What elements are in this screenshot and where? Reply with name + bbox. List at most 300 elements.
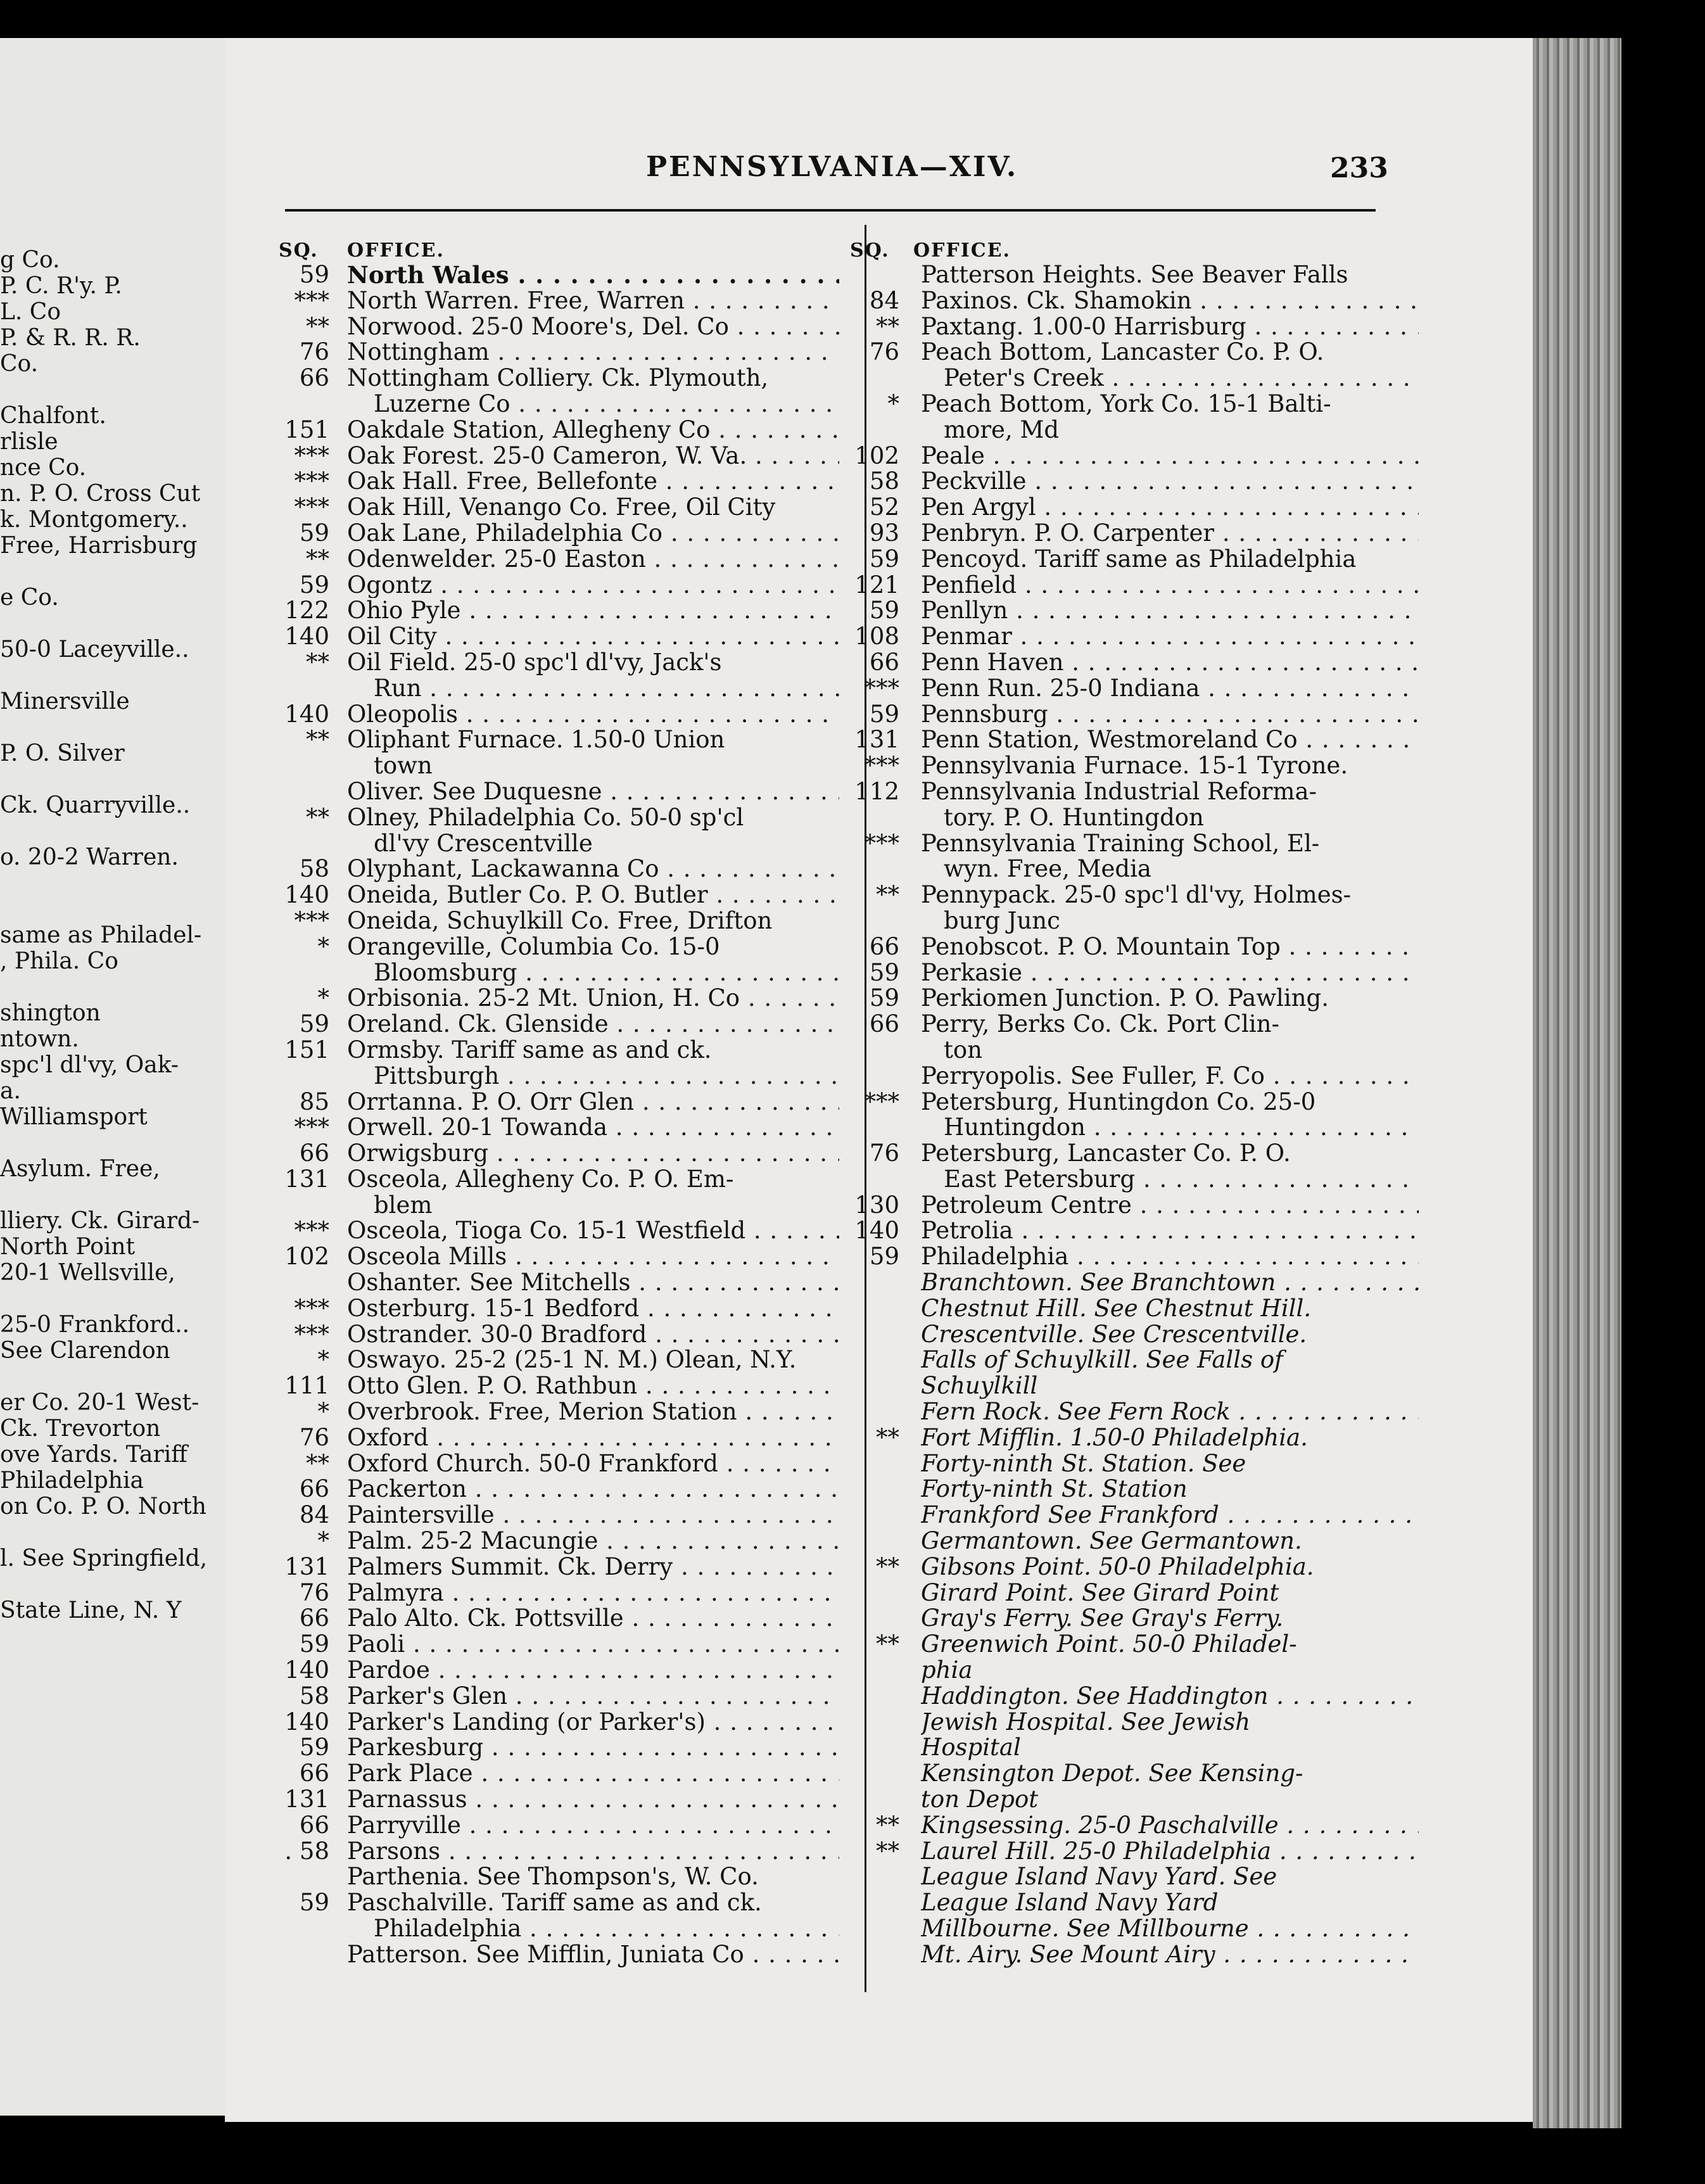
office-name: Orbisonia. 25-2 Mt. Union, H. Co . . . — [347, 986, 839, 1012]
office-entry — [849, 340, 1419, 365]
sq-number: 76 — [869, 1140, 899, 1167]
office-entry — [279, 1399, 839, 1425]
office-name: Pittsburgh . . . — [374, 1063, 839, 1089]
office-name: Schuylkill — [921, 1373, 1038, 1400]
office-name: Frankford See Frankford . . . — [921, 1502, 1419, 1528]
office-name: Oak Forest. 25-0 Cameron, W. Va. . . . — [347, 443, 839, 469]
left-page-line — [0, 377, 215, 403]
office-name: League Island Navy Yard — [921, 1890, 1219, 1916]
office-name: Penn Haven . . . — [921, 650, 1419, 676]
office-name: Pardoe . . . — [347, 1658, 839, 1684]
sq-number: 131 — [284, 1786, 329, 1813]
office-name: Oil City . . . — [347, 624, 839, 650]
sq-number: *** — [294, 906, 329, 934]
left-page-line: k. Montgomery.. — [0, 507, 188, 533]
office-entry — [279, 1864, 839, 1890]
office-entry — [279, 856, 839, 882]
office-entry — [849, 856, 1419, 882]
office-entry — [849, 495, 1419, 521]
sq-number: 84 — [299, 1501, 329, 1529]
office-name: Petersburg, Lancaster Co. P. O. — [921, 1141, 1291, 1167]
sq-number: 151 — [284, 416, 329, 443]
office-entry — [849, 1218, 1419, 1244]
sq-number: 59 — [869, 984, 899, 1012]
office-entry — [849, 1890, 1419, 1916]
sq-number: 59 — [299, 1734, 329, 1762]
sq-number: *** — [294, 1217, 329, 1245]
office-name: Penobscot. P. O. Mountain Top . . . — [921, 934, 1419, 960]
office-name: Palm. 25-2 Macungie . . . — [347, 1528, 839, 1554]
office-name: Forty-ninth St. Station. See — [921, 1451, 1246, 1477]
office-name: Laurel Hill. 25-0 Philadelphia . . . — [921, 1839, 1419, 1865]
office-name: Oliphant Furnace. 1.50-0 Union — [347, 727, 725, 754]
office-entry — [279, 1270, 839, 1296]
office-entry — [849, 934, 1419, 960]
left-page-line — [0, 766, 215, 792]
office-name: Perry, Berks Co. Ck. Port Clin- — [921, 1012, 1279, 1038]
office-entry — [279, 288, 839, 314]
office-entry — [849, 1063, 1419, 1089]
office-name: Orwell. 20-1 Towanda . . . — [347, 1115, 839, 1141]
sq-number: *** — [294, 1114, 329, 1141]
office-name: ton Depot — [921, 1787, 1039, 1813]
left-page-line: ove Yards. Tariff — [0, 1442, 187, 1468]
sq-number: ** — [876, 1811, 899, 1839]
office-entry — [849, 1167, 1419, 1193]
office-entry — [279, 598, 839, 624]
office-name: Greenwich Point. 50-0 Philadel- — [921, 1632, 1297, 1658]
office-entry — [849, 1244, 1419, 1270]
office-entry — [279, 365, 839, 391]
sq-number: 130 — [854, 1191, 899, 1219]
office-entry — [279, 1839, 839, 1865]
office-name: Penn Station, Westmoreland Co . . . — [921, 727, 1419, 753]
left-page-line — [0, 559, 215, 585]
left-page-line — [0, 1286, 215, 1312]
office-name: Petersburg, Huntingdon Co. 25-0 — [921, 1089, 1316, 1115]
office-entry — [849, 288, 1419, 314]
office-entry — [849, 1012, 1419, 1038]
office-name: Millbourne. See Millbourne . . . — [921, 1916, 1419, 1942]
office-name: Peter's Creek . . . — [944, 365, 1419, 391]
sq-number: *** — [864, 752, 899, 780]
left-page-line: Minersville — [0, 689, 130, 714]
office-name: Parker's Landing (or Parker's) . . . — [347, 1710, 839, 1736]
sq-number: 59 — [869, 700, 899, 728]
sq-number: 66 — [299, 364, 329, 392]
office-name: Oxford Church. 50-0 Frankford . . . — [347, 1451, 839, 1477]
sq-number: 59 — [299, 261, 329, 288]
office-name: Pennsylvania Furnace. 15-1 Tyrone. — [921, 753, 1348, 779]
office-entry — [849, 521, 1419, 547]
office-name: Penfield . . . — [921, 573, 1419, 599]
office-name: Nottingham . . . — [347, 340, 839, 365]
sq-number: 58 — [869, 467, 899, 495]
office-entry — [849, 1115, 1419, 1141]
left-page-line — [0, 663, 215, 689]
office-entry — [279, 676, 839, 702]
office-entry — [279, 1476, 839, 1502]
office-entry — [849, 1270, 1419, 1296]
office-name: Perkiomen Junction. P. O. Pawling. — [921, 986, 1329, 1012]
left-page-line: Ck. Trevorton — [0, 1416, 161, 1442]
office-entry — [849, 598, 1419, 624]
office-entry — [849, 573, 1419, 599]
sq-number: 76 — [299, 1423, 329, 1451]
office-entry — [849, 908, 1419, 934]
office-name: Paoli . . . — [347, 1632, 839, 1658]
sq-number: 58 — [299, 855, 329, 883]
office-entry — [279, 391, 839, 417]
left-page-line: a. — [0, 1078, 21, 1104]
office-name: Hospital — [921, 1735, 1021, 1762]
sq-number: 59 — [299, 1630, 329, 1658]
left-page-line — [0, 1364, 215, 1390]
office-name: Oak Lane, Philadelphia Co . . . — [347, 521, 839, 547]
office-entry — [279, 1193, 839, 1219]
office-name: Penmar . . . — [921, 624, 1419, 650]
left-page-line: L. Co — [0, 299, 61, 325]
sq-number: ** — [306, 1449, 329, 1477]
office-name: Pennsylvania Training School, El- — [921, 830, 1320, 857]
office-entry — [279, 495, 839, 521]
office-entry — [279, 1012, 839, 1038]
office-name: Oswayo. 25-2 (25-1 N. M.) Olean, N.Y. — [347, 1347, 797, 1374]
office-entry — [279, 1063, 839, 1089]
office-name: Parthenia. See Thompson's, W. Co. — [347, 1864, 759, 1891]
office-name: Peale . . . — [921, 443, 1419, 469]
office-name: North Warren. Free, Warren . . . — [347, 288, 839, 314]
office-name: Gibsons Point. 50-0 Philadelphia. — [921, 1554, 1314, 1580]
office-entry — [279, 443, 839, 469]
office-entry — [849, 1476, 1419, 1502]
office-header: OFFICE. — [913, 239, 1011, 262]
office-entry — [849, 547, 1419, 573]
office-entry — [279, 469, 839, 495]
column-header — [279, 239, 839, 262]
office-name: Parkesburg . . . — [347, 1735, 839, 1761]
sq-number: ** — [876, 1552, 899, 1580]
office-name: Odenwelder. 25-0 Easton . . . — [347, 547, 839, 573]
office-name: burg Junc — [944, 908, 1060, 934]
office-name: Oneida, Schuylkill Co. Free, Drifton — [347, 908, 773, 934]
left-page-line — [0, 818, 215, 844]
office-name: Oleopolis . . . — [347, 702, 839, 728]
office-name: Orangeville, Columbia Co. 15-0 — [347, 934, 720, 960]
office-entry — [849, 1580, 1419, 1606]
sq-number: *** — [864, 829, 899, 857]
office-name: Palmyra . . . — [347, 1580, 839, 1606]
left-page-lines — [0, 247, 215, 1623]
office-name: Packerton . . . — [347, 1476, 839, 1502]
sq-number: ** — [306, 545, 329, 573]
sq-number: 59 — [299, 1889, 329, 1917]
office-name: Oneida, Butler Co. P. O. Butler . . . — [347, 882, 839, 908]
office-entry — [279, 986, 839, 1012]
office-entry — [279, 805, 839, 831]
office-entry — [849, 1322, 1419, 1348]
office-entry — [849, 1658, 1419, 1684]
left-page-line — [0, 1130, 215, 1156]
sq-number: * — [887, 390, 899, 417]
office-entry — [849, 1425, 1419, 1451]
sq-number: * — [317, 984, 329, 1012]
office-entry — [279, 1089, 839, 1115]
sq-number: ** — [306, 312, 329, 340]
office-entry — [279, 779, 839, 805]
sq-number: * — [317, 1527, 329, 1555]
office-entry — [849, 391, 1419, 417]
office-entry — [849, 882, 1419, 908]
office-entry — [849, 314, 1419, 340]
sq-number: * — [317, 1398, 329, 1426]
left-page-line: See Clarendon — [0, 1338, 170, 1364]
office-entry — [849, 960, 1419, 986]
office-entry — [849, 831, 1419, 857]
left-page-line: , Phila. Co — [0, 948, 118, 974]
office-entry — [279, 521, 839, 547]
page-edge — [1533, 38, 1621, 2128]
office-name: Oxford . . . — [347, 1425, 839, 1451]
office-entry — [279, 1115, 839, 1141]
office-name: Oakdale Station, Allegheny Co . . . — [347, 417, 839, 443]
left-page-line: er Co. 20-1 West- — [0, 1390, 200, 1416]
sq-number: 66 — [869, 648, 899, 676]
office-entry — [849, 1347, 1419, 1373]
office-entry — [279, 1347, 839, 1373]
sq-number: 121 — [854, 571, 899, 599]
office-name: Oshanter. See Mitchells . . . — [347, 1270, 839, 1296]
office-name: Ormsby. Tariff same as and ck. — [347, 1037, 712, 1063]
office-name: Petrolia . . . — [921, 1218, 1419, 1244]
office-name: League Island Navy Yard. See — [921, 1864, 1277, 1891]
left-page-line — [0, 896, 215, 922]
sq-number: 66 — [869, 1010, 899, 1038]
office-entry — [849, 805, 1419, 831]
office-name: Olyphant, Lackawanna Co . . . — [347, 856, 839, 882]
office-name: Pennsylvania Industrial Reforma- — [921, 778, 1317, 805]
office-entry — [279, 417, 839, 443]
office-name: Forty-ninth St. Station — [921, 1476, 1188, 1503]
left-page-fragment — [0, 38, 230, 2116]
left-page-line: Co. — [0, 351, 39, 377]
left-page-line: g Co. — [0, 247, 60, 273]
sq-number: 59 — [869, 597, 899, 625]
left-page-line — [0, 714, 215, 740]
left-page-line: rlisle — [0, 429, 58, 455]
sq-number: 140 — [284, 1656, 329, 1684]
office-name: Kingsessing. 25-0 Paschalville . . . — [921, 1813, 1419, 1839]
office-entry — [279, 1942, 839, 1968]
office-name: town — [374, 753, 433, 779]
sq-number: *** — [864, 1088, 899, 1115]
office-entry — [279, 882, 839, 908]
office-name: Osterburg. 15-1 Bedford . . . — [347, 1296, 839, 1322]
office-entry — [279, 547, 839, 573]
office-name: Perryopolis. See Fuller, F. Co . . . — [921, 1063, 1419, 1089]
office-name: Paschalville. Tariff same as and ck. — [347, 1890, 762, 1916]
sq-number: 59 — [869, 958, 899, 986]
sq-number: 151 — [284, 1036, 329, 1063]
office-name: Fern Rock. See Fern Rock . . . — [921, 1399, 1419, 1425]
office-entry — [849, 1761, 1419, 1787]
left-page-line: Ck. Quarryville.. — [0, 792, 191, 818]
office-name: tory. P. O. Huntingdon — [944, 804, 1204, 831]
office-name: phia — [921, 1658, 973, 1684]
sq-number: 59 — [299, 571, 329, 599]
sq-number: 108 — [854, 623, 899, 651]
sq-number: 58 — [299, 1682, 329, 1710]
sq-number: ** — [876, 1423, 899, 1451]
sq-number: 66 — [299, 1760, 329, 1787]
office-name: Oliver. See Duquesne . . . — [347, 779, 839, 805]
left-column — [279, 239, 839, 1968]
office-name: Parsons . . . — [347, 1839, 839, 1865]
office-name: Palo Alto. Ck. Pottsville . . . — [347, 1606, 839, 1632]
office-name: Patterson. See Mifflin, Juniata Co . . . — [347, 1942, 839, 1968]
sq-number: 140 — [284, 1708, 329, 1736]
office-entry — [849, 469, 1419, 495]
office-name: Penbryn. P. O. Carpenter . . . — [921, 521, 1419, 547]
office-entry — [849, 1787, 1419, 1813]
office-entry — [849, 753, 1419, 779]
office-name: Kensington Depot. See Kensing- — [921, 1761, 1303, 1787]
sq-number: 76 — [299, 1578, 329, 1606]
office-entry — [279, 1813, 839, 1839]
sq-number: 102 — [854, 441, 899, 469]
sq-number: 52 — [869, 493, 899, 521]
office-name: Germantown. See Germantown. — [921, 1528, 1302, 1554]
sq-number: 112 — [854, 777, 899, 805]
left-page-line: l. See Springfield, — [0, 1546, 208, 1571]
office-name: Oak Hill, Venango Co. Free, Oil City — [347, 495, 776, 521]
left-page-line: shington — [0, 1000, 101, 1026]
sq-number: 66 — [299, 1604, 329, 1632]
office-entry — [279, 573, 839, 599]
sq-number: * — [317, 1346, 329, 1374]
office-name: Osceola, Allegheny Co. P. O. Em- — [347, 1166, 734, 1193]
office-name: East Petersburg . . . — [944, 1167, 1419, 1193]
left-page-line: P. & R. R. R. — [0, 325, 141, 351]
left-page-line: Williamsport — [0, 1104, 148, 1130]
sq-number: 66 — [299, 1811, 329, 1839]
office-name: wyn. Free, Media — [944, 856, 1151, 883]
office-name: Pencoyd. Tariff same as Philadelphia — [921, 546, 1357, 573]
sq-number: 131 — [284, 1552, 329, 1580]
sq-number: . 58 — [284, 1837, 329, 1865]
office-entry — [849, 624, 1419, 650]
sq-number: *** — [294, 1320, 329, 1348]
office-entry — [849, 1710, 1419, 1736]
office-entry — [279, 262, 839, 288]
office-name: blem — [374, 1192, 433, 1219]
office-name: ton — [944, 1037, 982, 1063]
sq-number: ** — [306, 726, 329, 754]
office-name: Girard Point. See Girard Point — [921, 1580, 1279, 1606]
left-page-line — [0, 1182, 215, 1208]
office-name: Orwigsburg . . . — [347, 1141, 839, 1167]
office-entry — [279, 702, 839, 728]
office-entry — [849, 1528, 1419, 1554]
office-name: North Wales . . . — [347, 262, 839, 288]
office-entry — [279, 1580, 839, 1606]
office-name: Philadelphia . . . — [374, 1916, 839, 1942]
sq-number: ** — [876, 1630, 899, 1658]
office-entry — [279, 314, 839, 340]
office-entry — [279, 1606, 839, 1632]
left-page-line — [0, 1520, 215, 1546]
sq-number: *** — [294, 286, 329, 314]
office-entry — [849, 1451, 1419, 1477]
office-name: Philadelphia . . . — [921, 1244, 1419, 1270]
office-entry — [279, 1684, 839, 1710]
office-name: Patterson Heights. See Beaver Falls — [921, 262, 1348, 288]
left-page-line: 50-0 Laceyville.. — [0, 637, 189, 663]
office-entry — [849, 1916, 1419, 1942]
office-entry — [849, 1839, 1419, 1865]
column-header — [849, 239, 1419, 262]
office-entry — [849, 1141, 1419, 1167]
office-name: Olney, Philadelphia Co. 50-0 sp'cl — [347, 804, 744, 831]
office-name: Oak Hall. Free, Bellefonte . . . — [347, 469, 839, 495]
sq-number: 59 — [299, 519, 329, 547]
office-name: Peckville . . . — [921, 469, 1419, 495]
office-entry — [849, 1554, 1419, 1580]
right-column — [849, 239, 1419, 1968]
sq-number: 76 — [299, 338, 329, 366]
office-entry — [279, 934, 839, 960]
office-entry — [279, 1038, 839, 1063]
office-name: Crescentville. See Crescentville. — [921, 1321, 1307, 1348]
office-entry — [279, 1296, 839, 1322]
office-entry — [279, 1528, 839, 1554]
sq-number: *** — [294, 467, 329, 495]
left-page-line: e Co. — [0, 585, 59, 611]
office-entry — [279, 908, 839, 934]
office-name: Paxtang. 1.00-0 Harrisburg . . . — [921, 314, 1419, 340]
office-name: Pennypack. 25-0 spc'l dl'vy, Holmes- — [921, 882, 1352, 908]
office-name: dl'vy Crescentville — [374, 830, 593, 857]
running-head: PENNSYLVANIA—XIV. — [646, 151, 1018, 183]
office-entry — [849, 1864, 1419, 1890]
office-name: Branchtown. See Branchtown . . . — [921, 1270, 1419, 1296]
office-name: Overbrook. Free, Merion Station . . . — [347, 1399, 839, 1425]
office-entry — [849, 1193, 1419, 1219]
office-name: Luzerne Co . . . — [374, 391, 839, 417]
sq-number: ** — [876, 1837, 899, 1865]
office-entry — [279, 727, 839, 753]
office-name: Ostrander. 30-0 Bradford . . . — [347, 1322, 839, 1348]
office-entry — [279, 1735, 839, 1761]
office-entry — [279, 1244, 839, 1270]
left-page-line: P. O. Silver — [0, 740, 125, 766]
sq-number: 66 — [299, 1140, 329, 1167]
office-name: Falls of Schuylkill. See Falls of — [921, 1347, 1283, 1374]
sq-number: ** — [306, 803, 329, 831]
office-header: OFFICE. — [347, 239, 445, 262]
office-entry — [849, 262, 1419, 288]
sq-number: 122 — [284, 597, 329, 625]
office-entry — [849, 779, 1419, 805]
left-page-line: spc'l dl'vy, Oak- — [0, 1052, 179, 1078]
left-page-line: Chalfont. — [0, 403, 106, 429]
left-page-line: P. C. R'y. P. — [0, 273, 122, 299]
left-page-line: State Line, N. Y — [0, 1597, 182, 1623]
office-name: Osceola, Tioga Co. 15-1 Westfield . . . — [347, 1218, 839, 1244]
office-entry — [279, 1502, 839, 1528]
left-page-line — [0, 870, 215, 896]
office-entry — [849, 1632, 1419, 1658]
